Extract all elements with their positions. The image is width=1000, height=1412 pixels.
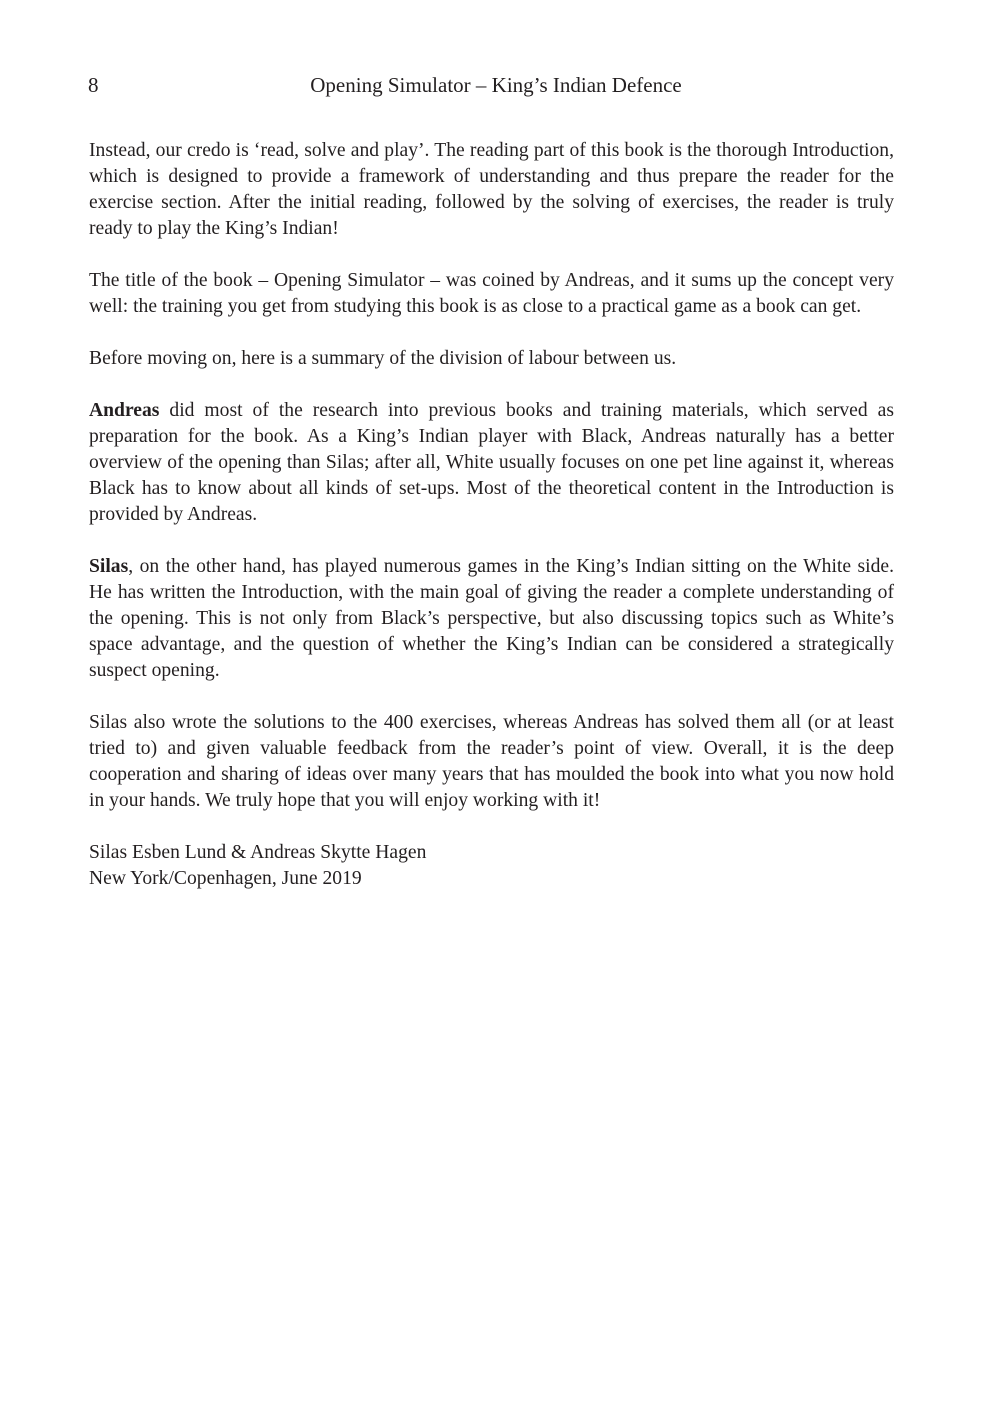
- paragraph-division-intro: [89, 346, 894, 372]
- body-text: [89, 138, 894, 918]
- signature-block: [89, 840, 894, 892]
- paragraph-lead-name: Silas: [89, 556, 129, 577]
- page-number: 8: [88, 73, 99, 97]
- paragraph-solutions: [89, 710, 894, 814]
- paragraph-andreas: [89, 398, 894, 528]
- page-header: [88, 70, 894, 100]
- paragraph-text: , on the other hand, has played numerous games in the King’s Indian sitting on the White side. He has written the Introduction, with the main goal of giving the reader a complete understanding of the opening. This is not only from Black’s perspective, but also discussing topics such as White’s space advantage, and the question of whether the King’s Indian can be considered a strategically suspect opening.: [89, 556, 894, 681]
- signature-place-date: New York/Copenhagen, June 2019: [89, 868, 362, 889]
- running-title: Opening Simulator – King’s Indian Defence: [310, 73, 682, 97]
- signature-authors: Silas Esben Lund & Andreas Skytte Hagen: [89, 842, 427, 863]
- paragraph-text: Silas also wrote the solutions to the 400 exercises, whereas Andreas has solved them all (or at least tried to) and given valuable feedback from the reader’s point of view. Overall, it is the deep cooperation and sharing of ideas over many years that has moulded the book into what you now hold in your hands. We truly hope that you will enjoy working with it!: [89, 712, 894, 811]
- paragraph-credo: [89, 138, 894, 242]
- paragraph-lead-name: Andreas: [89, 400, 160, 421]
- paragraph-silas: [89, 554, 894, 684]
- paragraph-text: The title of the book – Opening Simulator – was coined by Andreas, and it sums up the concept very well: the training you get from studying this book is as close to a practical game as a book can get.: [89, 270, 894, 317]
- paragraph-title-origin: [89, 268, 894, 320]
- paragraph-text: Before moving on, here is a summary of the division of labour between us.: [89, 348, 677, 369]
- paragraph-text: did most of the research into previous books and training materials, which served as preparation for the book. As a King’s Indian player with Black, Andreas naturally has a better overview of the opening than Silas; after all, White usually focuses on one pet line against it, whereas Black has to know about all kinds of set-ups. Most of the theoretical content in the Introduction is provided by Andreas.: [89, 400, 894, 525]
- paragraph-text: Instead, our credo is ‘read, solve and play’. The reading part of this book is the thorough Introduction, which is designed to provide a framework of understanding and thus prepare the reader for the exercise section. After the initial reading, followed by the solving of exercises, the reader is truly ready to play the King’s Indian!: [89, 140, 894, 239]
